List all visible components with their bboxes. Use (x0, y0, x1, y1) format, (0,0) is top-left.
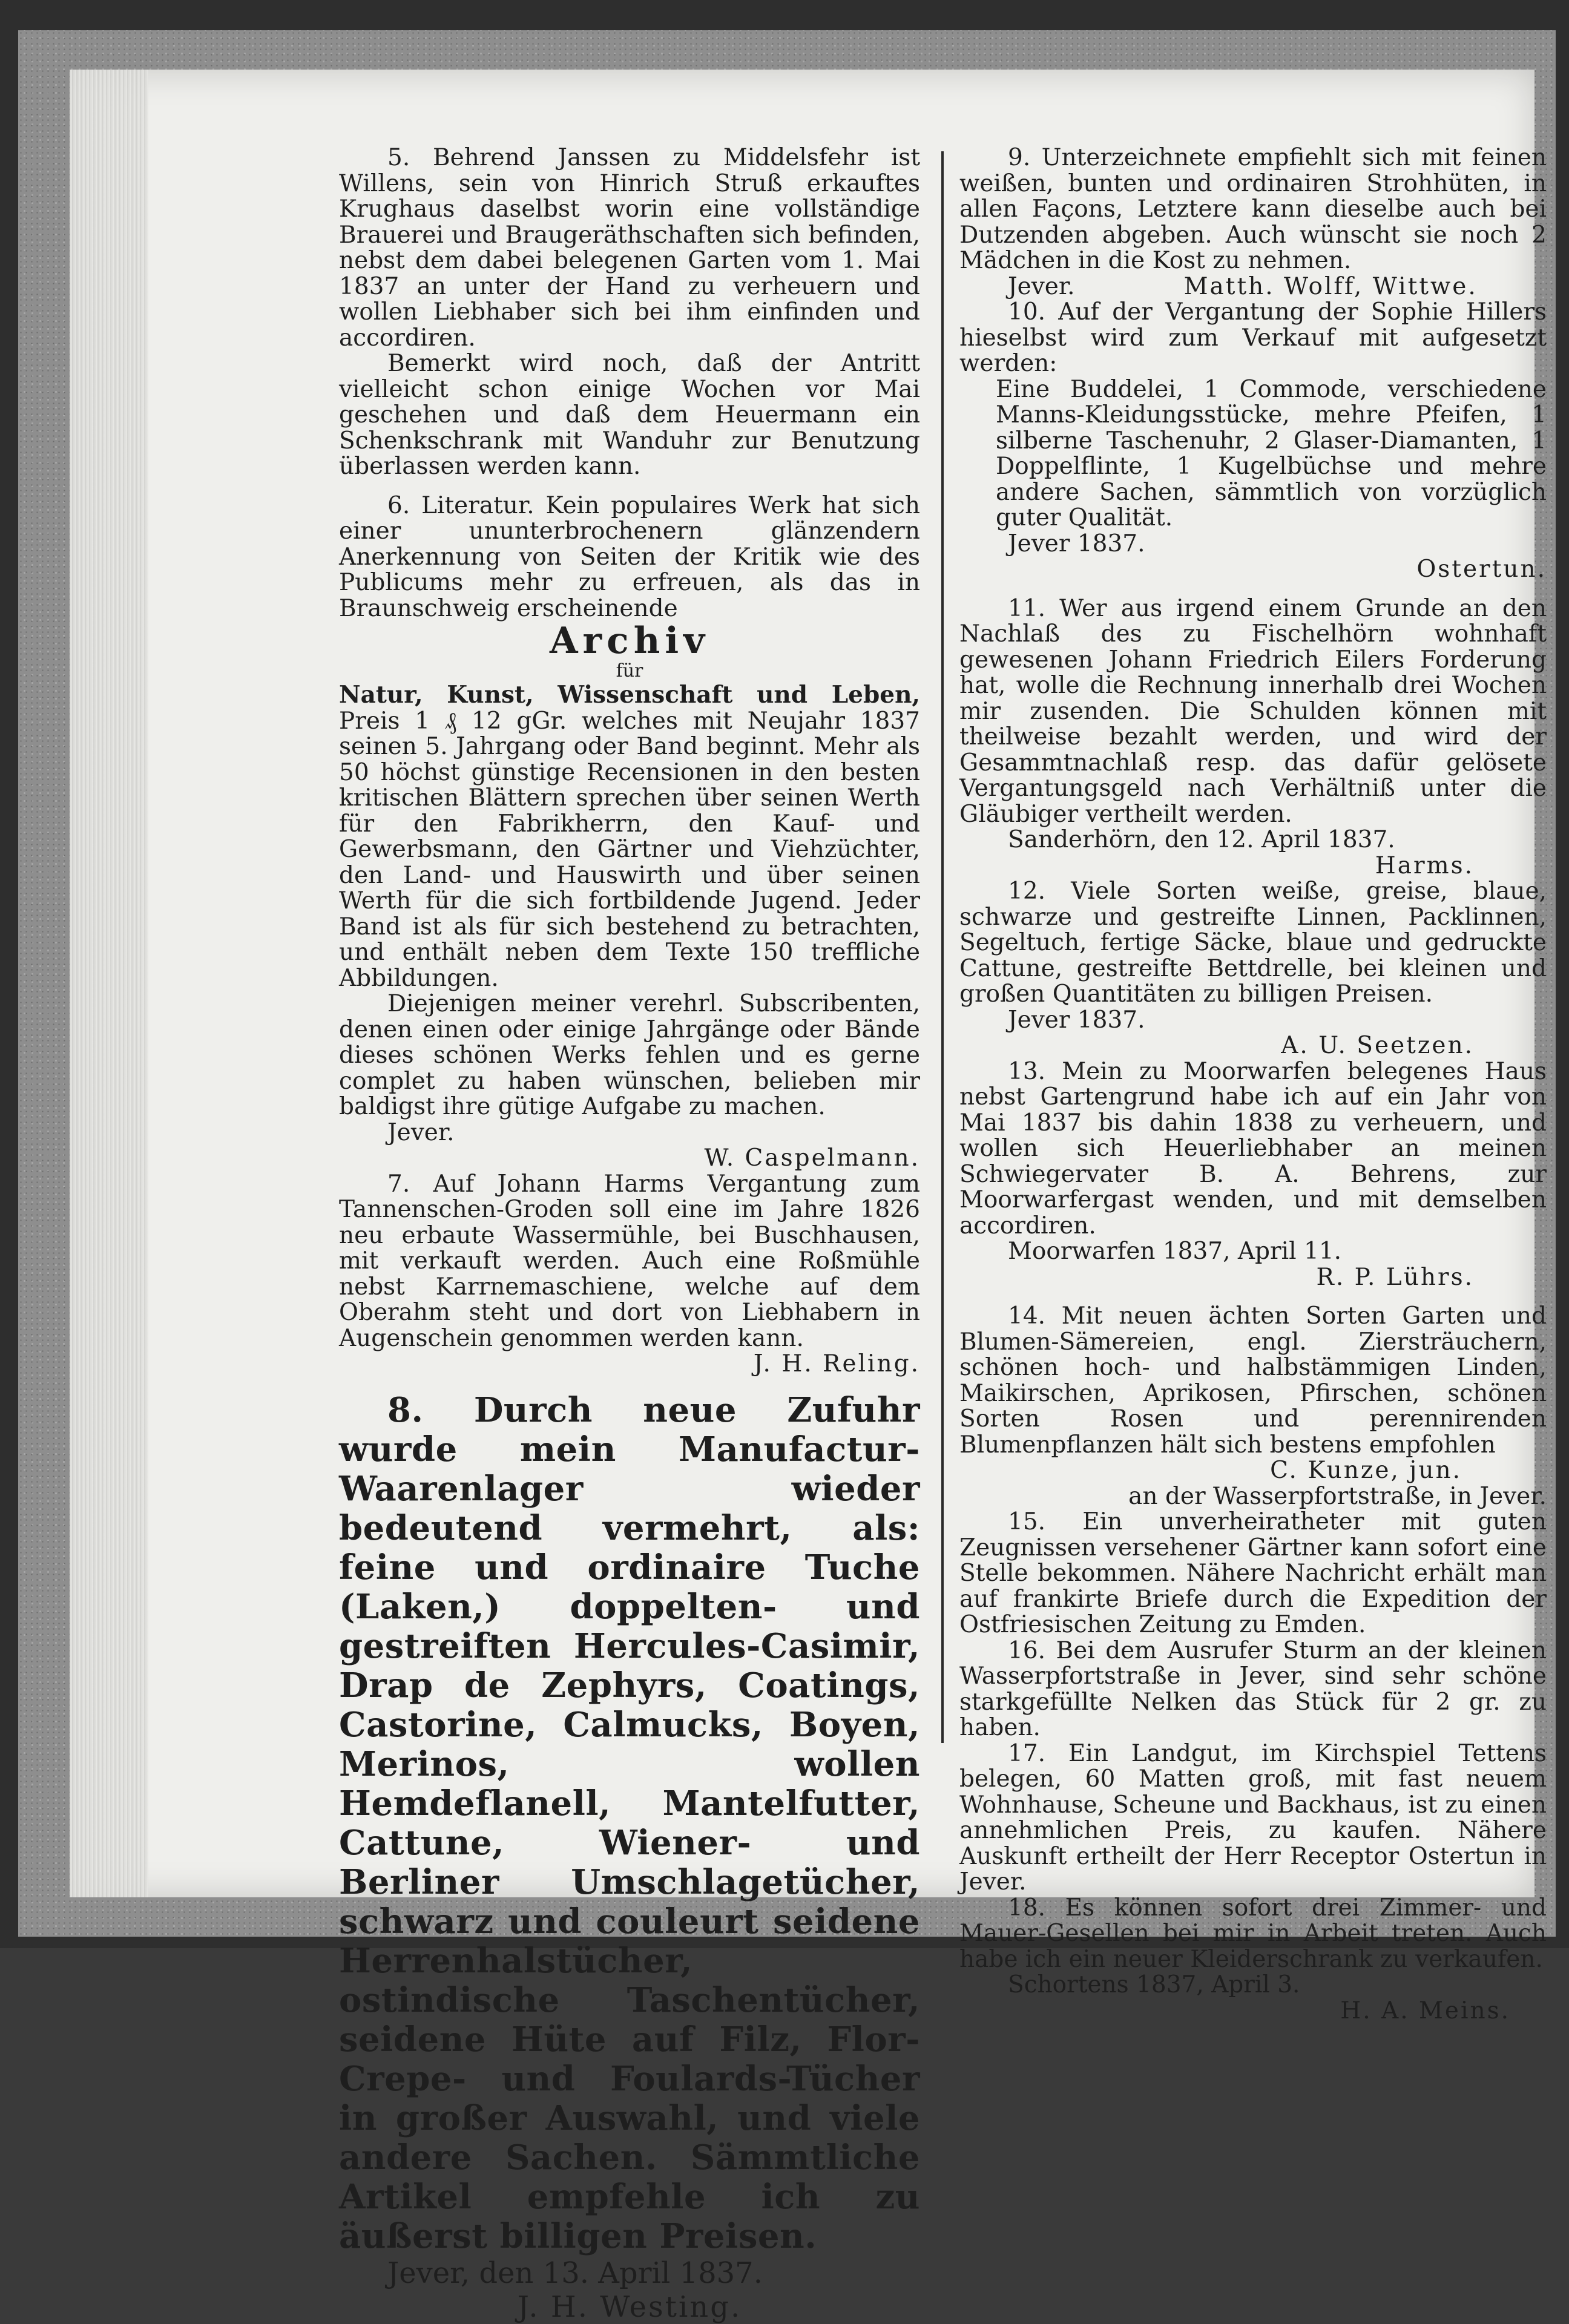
ad14-address: an der Wasserpfortstraße, in Jever. (1128, 1482, 1547, 1510)
ad10-place: Jever 1837. (1008, 530, 1145, 557)
advertisement-10 (959, 300, 1547, 583)
ad8-signature: J. H. Westing. (517, 2290, 742, 2324)
ad15-text: 15. Ein unverheiratheter mit guten Zeugnissen versehener Gärtner kann sofort eine Stelle bekommen. Nähere Nachricht erhält man auf frankirte Briefe durch die Expedition der Ostfriesischen Zeitung zu Emden. (959, 1508, 1547, 1638)
ad10-items: Eine Buddelei, 1 Commode, verschiedene Manns-Kleidungsstücke, mehre Pfeifen, 1 silberne Taschenuhr, 2 Glaser-Diamanten, 1 Doppelflinte, 1 Kugelbüchse und mehre andere Sachen, sämmtlich von vorzüglich guter Qualität. (996, 375, 1547, 531)
ad16-text: 16. Bei dem Ausrufer Sturm an der kleinen Wasserpfortstraße in Jever, sind sehr schöne starkgefüllte Nelken das Stück für 2 gr. zu haben. (959, 1636, 1547, 1741)
advertisement-8 (339, 1391, 920, 2324)
ad5-note: Bemerkt wird noch, daß der Antritt vielleicht schon einige Wochen vor Mai geschehen und daß dem Heuermann ein Schenkschrank mit Wanduhr zur Benutzung überlassen werden kann. (339, 350, 920, 480)
ad10-intro: 10. Auf der Vergantung der Sophie Hillers hieselbst wird zum Verkauf mit aufgesetzt werden: (959, 298, 1547, 377)
ad9-text: 9. Unterzeichnete empfiehlt sich mit feinen weißen, bunten und ordinairen Strohhüten, in allen Façons, Letztere kann dieselbe auch bei Dutzenden abgeben. Auch wünscht sie noch 2 Mädchen in die Kost zu nehmen. (959, 144, 1547, 274)
advertisement-17 (959, 1741, 1547, 1896)
ad12-signature: A. U. Seetzen. (1281, 1032, 1474, 1059)
ad10-signature: Ostertun. (1416, 556, 1547, 583)
ad18-signature: H. A. Meins. (1340, 1997, 1510, 2024)
advertisement-6 (339, 493, 920, 1172)
ad6-fuer: für (616, 660, 643, 681)
right-column (959, 145, 1547, 2024)
page-edges (70, 70, 148, 1897)
ad9-place: Jever. (1008, 272, 1075, 300)
ad14-signature: C. Kunze, jun. (1270, 1457, 1462, 1484)
ad6-body: Preis 1 ₰ 12 gGr. welches mit Neujahr 1837 seinen 5. Jahrgang oder Band beginnt. Mehr als 50 höchst günstige Recensionen in den besten kritischen Blättern sprechen über seinen Werth für den Fabrikherrn, den Kauf- und Gewerbsmann, den Gärtner und Viehzüchter, den Land- und Hauswirth und über seinen Werth für die sich fortbildende Jugend. Jeder Band ist als für sich bestehend zu betrachten, und enthält neben dem Texte 150 treffliche Abbildungen. (339, 707, 920, 992)
advertisement-13 (959, 1059, 1547, 1291)
advertisement-18 (959, 1896, 1547, 2024)
ad13-place: Moorwarfen 1837, April 11. (1008, 1238, 1342, 1265)
ad12-place: Jever 1837. (1008, 1006, 1145, 1034)
advertisement-12 (959, 879, 1547, 1059)
ad7-text: 7. Auf Johann Harms Vergantung zum Tannenschen-Groden soll eine im Jahre 1826 neu erbaute Wassermühle, bei Buschhausen, mit verkauft werden. Auch eine Roßmühle nebst Karrnemaschiene, welche auf dem Oberahm steht und dort von Liebhabern in Augenschein genommen werden kann. (339, 1170, 920, 1352)
ad9-signature: Matth. Wolff, Wittwe. (1183, 272, 1478, 300)
ad8-date: Jever, den 13. April 1837. (387, 2256, 763, 2290)
advertisement-5 (339, 145, 920, 480)
ad8-text: 8. Durch neue Zufuhr wurde mein Manufactur-Waarenlager wieder bedeutend vermehrt, als: feine und ordinaire Tuche (Laken,) doppelten- und gestreiften Hercules-Casimir, Drap de Zephyrs, Coatings, Castorine, Calmucks, Boyen, Merinos, wollen Hemdeflanell, Mantelfutter, Cattune, Wiener- und Berliner Umschlagetücher, schwarz und couleurt seidene Herrenhalstücher, ostindische Taschentücher, seidene Hüte auf Filz, Flor-Crepe- und Foulards-Tücher in großer Auswahl, und viele andere Sachen. Sämmtliche Artikel empfehle ich zu äußerst billigen Preisen. (339, 1390, 920, 2256)
ad6-place: Jever. (387, 1118, 455, 1146)
ad11-text: 11. Wer aus irgend einem Grunde an den Nachlaß des zu Fischelhörn wohnhaft gewesenen Johann Friedrich Eilers Forderung hat, wolle die Rechnung innerhalb drei Wochen mir zusenden. Die Schulden können mit theilweise bezahlt werden, und wird der Gesammtnachlaß resp. das dafür gelösete Vergantungsgeld nach Verhältniß unter die Gläubiger vertheilt werden. (959, 594, 1547, 828)
ad6-signature: W. Caspelmann. (704, 1144, 920, 1172)
advertisement-7 (339, 1172, 920, 1377)
advertisement-15 (959, 1509, 1547, 1638)
ad9-footer (959, 274, 1547, 300)
ad5-text: 5. Behrend Janssen zu Middelsfehr ist Willens, sein von Hinrich Struß erkauftes Krughaus daselbst worin eine vollständige Brauerei und Braugeräthschaften sich befinden, nebst dem dabei belegenen Garten vom 1. Mai 1837 an unter der Hand zu verheuern und wollen Liebhaber sich bei ihm einfinden und accordiren. (339, 144, 920, 352)
ad13-text: 13. Mein zu Moorwarfen belegenes Haus nebst Gartengrund habe ich auf ein Jahr von Mai 1837 bis dahin 1838 zu verheuern, und wollen sich Heuerliebhaber an meinen Schwiegervater B. A. Behrens, zur Moorwarfergast wenden, und mit demselben accordiren. (959, 1057, 1547, 1239)
advertisement-14 (959, 1304, 1547, 1509)
ad11-place: Sanderhörn, den 12. April 1837. (1008, 826, 1395, 853)
ad11-signature: Harms. (1375, 852, 1474, 879)
ad14-text: 14. Mit neuen ächten Sorten Garten und Blumen-Sämereien, engl. Ziersträuchern, schönen hoch- und halbstämmigen Linden, Maikirschen, Aprikosen, Pfirschen, schönen Sorten Rosen und perennirenden Blumenpflanzen hält sich bestens empfohlen (959, 1302, 1547, 1459)
ad17-text: 17. Ein Landgut, im Kirchspiel Tettens belegen, 60 Matten groß, mit fast neuem Wohnhause, Scheune und Backhaus, ist zu einen annehmlichen Preis, zu kaufen. Nähere Auskunft ertheilt der Herr Receptor Ostertun in Jever. (959, 1739, 1547, 1896)
advertisement-11 (959, 596, 1547, 879)
ad6-title: Archiv (550, 620, 709, 662)
ad18-place: Schortens 1837, April 3. (1008, 1971, 1300, 1998)
advertisement-9 (959, 145, 1547, 300)
column-divider (941, 151, 944, 1743)
left-column (339, 145, 920, 2324)
advertisement-16 (959, 1638, 1547, 1741)
ad12-text: 12. Viele Sorten weiße, greise, blaue, schwarze und gestreifte Linnen, Packlinnen, Segeltuch, fertige Säcke, blaue und gedruckte Cattune, gestreifte Bettdrelle, bei kleinen und großen Quantitäten zu billigen Preisen. (959, 878, 1547, 1008)
ad13-signature: R. P. Lührs. (1316, 1263, 1474, 1291)
ad7-signature: J. H. Reling. (753, 1350, 920, 1377)
ad6-intro: 6. Literatur. Kein populaires Werk hat sich einer ununterbrochenern glänzendern Anerkennung von Seiten der Kritik wie des Publicums mehr zu erfreuen, als das in Braunschweig erscheinende (339, 491, 920, 622)
ad6-subscribers: Diejenigen meiner verehrl. Subscribenten, denen einen oder einige Jahrgänge oder Bände dieses schönen Werks fehlen und es gerne complet zu haben wünschen, belieben mir baldigst ihre gütige Aufgabe zu machen. (339, 990, 920, 1120)
ad6-subtitle: Natur, Kunst, Wissenschaft und Leben, (339, 681, 920, 709)
ad18-text: 18. Es können sofort drei Zimmer- und Mauer-Gesellen bei mir in Arbeit treten. Auch habe ich ein neuer Kleiderschrank zu verkaufen. (959, 1894, 1547, 1973)
